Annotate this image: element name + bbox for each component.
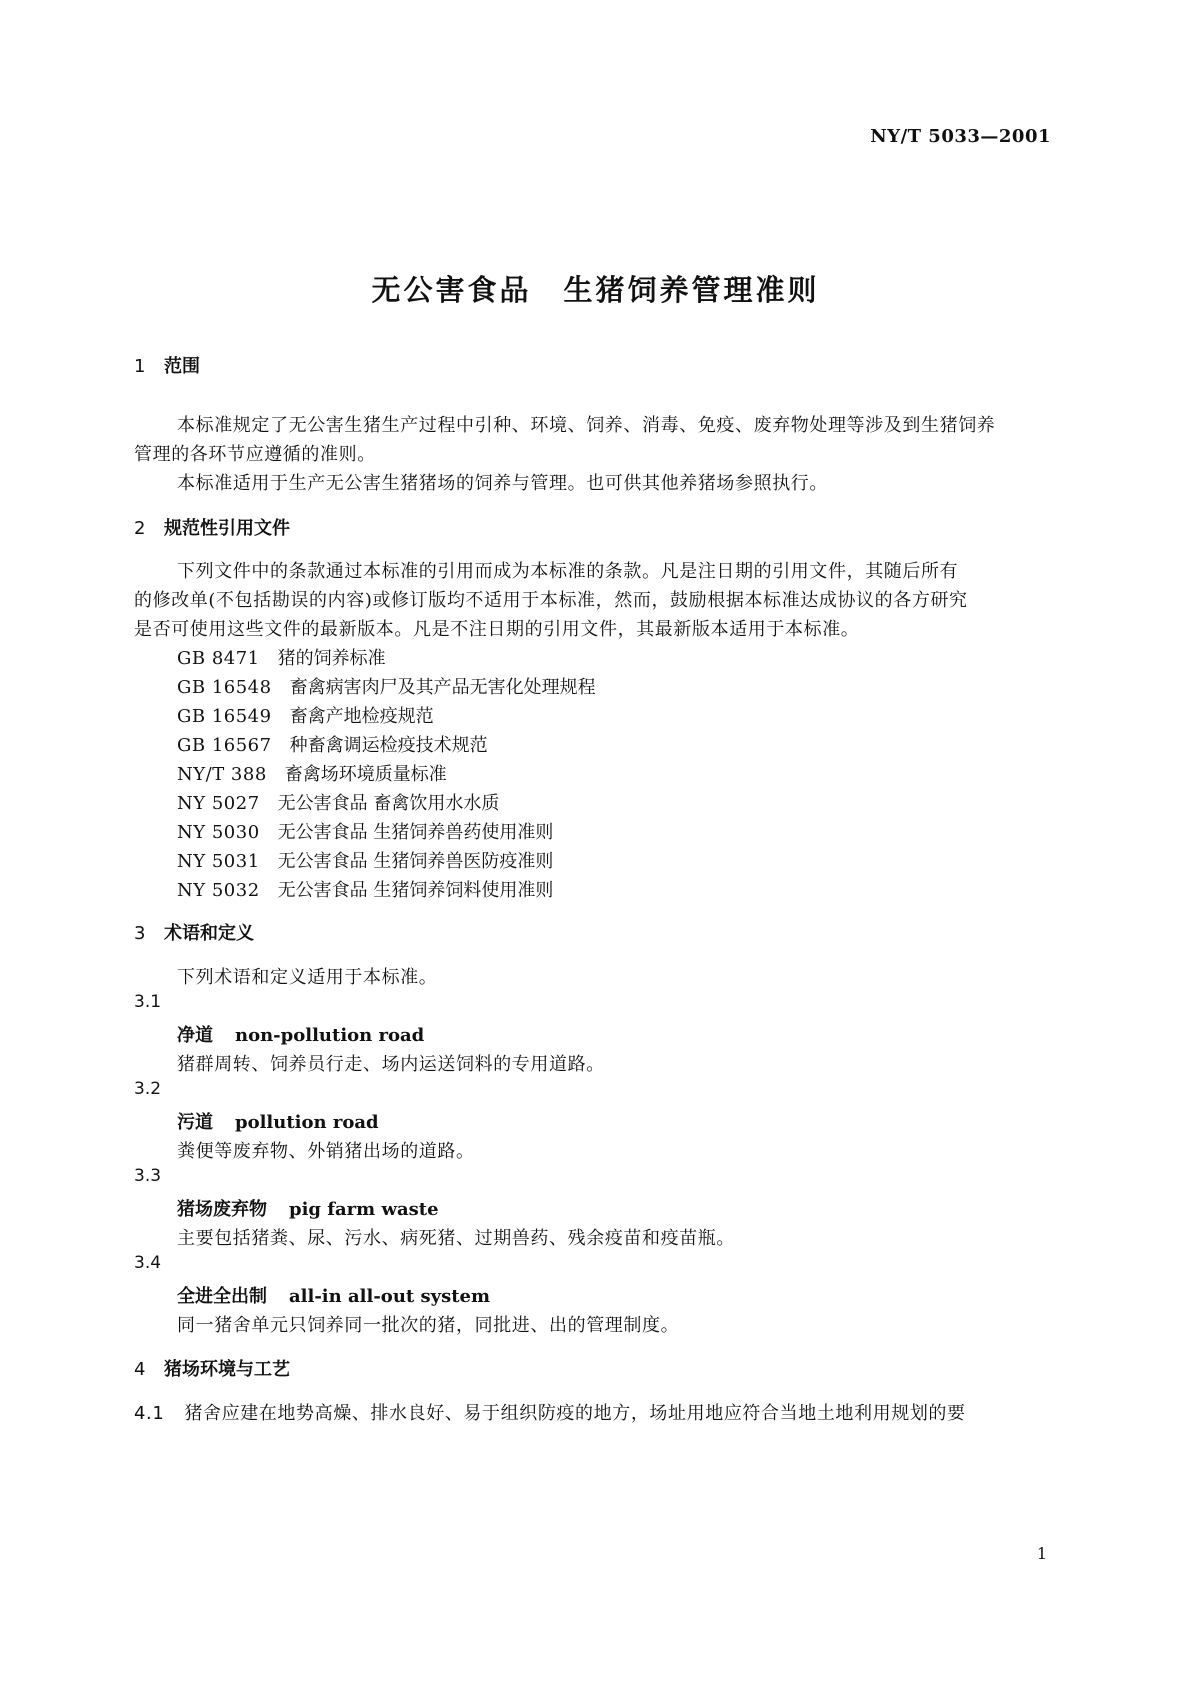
reference-title: 无公害食品 生猪饲养兽医防疫准则 bbox=[277, 851, 554, 872]
section-number: 2 bbox=[134, 518, 146, 539]
section-title: 范围 bbox=[164, 356, 200, 377]
reference-item bbox=[177, 847, 553, 873]
reference-item bbox=[177, 673, 596, 699]
page-number: 1 bbox=[1036, 1544, 1047, 1563]
paragraph-line: 下列文件中的条款通过本标准的引用而成为本标准的条款。凡是注日期的引用文件，其随后所有 bbox=[177, 561, 959, 582]
term-definition: 主要包括猪粪、尿、污水、病死猪、过期兽药、残余疫苗和疫苗瓶。 bbox=[177, 1228, 735, 1249]
reference-title: 无公害食品 畜禽饮用水水质 bbox=[277, 793, 500, 814]
section-4-heading bbox=[134, 1355, 290, 1381]
clause-text: 猪舍应建在地势高燥、排水良好、易于组织防疫的地方，场址用地应符合当地土地利用规划的要 bbox=[184, 1403, 966, 1424]
paragraph-line: 本标准规定了无公害生猪生产过程中引种、环境、饲养、消毒、免疫、废弃物处理等涉及到生猪饲养 bbox=[177, 415, 996, 436]
term-heading bbox=[177, 1108, 379, 1134]
term-definition: 猪群周转、饲养员行走、场内运送饲料的专用道路。 bbox=[177, 1054, 605, 1075]
term-heading bbox=[177, 1282, 490, 1308]
reference-code: NY 5030 bbox=[177, 822, 260, 843]
paragraph-line: 的修改单(不包括勘误的内容)或修订版均不适用于本标准，然而，鼓励根据本标准达成协议的各方研究 bbox=[134, 590, 968, 611]
reference-title: 猪的饲养标准 bbox=[277, 648, 386, 669]
reference-item bbox=[177, 644, 386, 670]
section-title: 术语和定义 bbox=[164, 923, 254, 944]
reference-item bbox=[177, 731, 488, 757]
reference-code: NY 5032 bbox=[177, 880, 260, 901]
reference-item bbox=[177, 702, 434, 728]
reference-code: GB 16567 bbox=[177, 735, 272, 756]
section-2-heading bbox=[134, 514, 290, 540]
term-definition: 粪便等废弃物、外销猪出场的道路。 bbox=[177, 1141, 475, 1162]
term-heading bbox=[177, 1195, 439, 1221]
term-number: 3.4 bbox=[134, 1253, 162, 1273]
term-definition: 同一猪舍单元只饲养同一批次的猪，同批进、出的管理制度。 bbox=[177, 1315, 680, 1336]
term-zh: 全进全出制 bbox=[177, 1286, 267, 1307]
term-en: pollution road bbox=[235, 1112, 379, 1133]
section-number: 3 bbox=[134, 923, 146, 944]
reference-item bbox=[177, 818, 553, 844]
standard-number: NY/T 5033—2001 bbox=[870, 126, 1051, 147]
reference-title: 无公害食品 生猪饲养饲料使用准则 bbox=[277, 880, 554, 901]
reference-code: GB 16548 bbox=[177, 677, 272, 698]
section-title: 规范性引用文件 bbox=[164, 518, 290, 539]
term-en: pig farm waste bbox=[289, 1199, 439, 1220]
term-en: non-pollution road bbox=[235, 1025, 425, 1046]
paragraph-line: 是否可使用这些文件的最新版本。凡是不注日期的引用文件，其最新版本适用于本标准。 bbox=[134, 619, 860, 640]
reference-code: NY/T 388 bbox=[177, 764, 267, 785]
term-number: 3.2 bbox=[134, 1079, 162, 1099]
paragraph-line: 下列术语和定义适用于本标准。 bbox=[177, 967, 438, 988]
reference-item bbox=[177, 876, 553, 902]
document-title: 无公害食品 生猪饲养管理准则 bbox=[371, 273, 820, 307]
paragraph-line: 本标准适用于生产无公害生猪猪场的饲养与管理。也可供其他养猪场参照执行。 bbox=[177, 473, 828, 494]
term-zh: 猪场废弃物 bbox=[177, 1199, 267, 1220]
reference-title: 畜禽场环境质量标准 bbox=[284, 764, 447, 785]
paragraph-line: 管理的各环节应遵循的准则。 bbox=[134, 444, 376, 465]
term-number: 3.1 bbox=[134, 992, 162, 1012]
reference-code: GB 8471 bbox=[177, 648, 260, 669]
section-number: 1 bbox=[134, 356, 146, 377]
reference-title: 无公害食品 生猪饲养兽药使用准则 bbox=[277, 822, 554, 843]
term-heading bbox=[177, 1021, 424, 1047]
term-zh: 净道 bbox=[177, 1025, 213, 1046]
reference-item bbox=[177, 760, 447, 786]
term-number: 3.3 bbox=[134, 1166, 162, 1186]
section-title: 猪场环境与工艺 bbox=[164, 1359, 290, 1380]
clause-number: 4.1 bbox=[134, 1403, 165, 1424]
section-number: 4 bbox=[134, 1359, 146, 1380]
clause-4-1 bbox=[134, 1399, 966, 1425]
reference-title: 种畜禽调运检疫技术规范 bbox=[289, 735, 488, 756]
reference-title: 畜禽产地检疫规范 bbox=[289, 706, 434, 727]
reference-code: GB 16549 bbox=[177, 706, 272, 727]
reference-code: NY 5031 bbox=[177, 851, 260, 872]
term-zh: 污道 bbox=[177, 1112, 213, 1133]
reference-code: NY 5027 bbox=[177, 793, 260, 814]
section-3-heading bbox=[134, 919, 254, 945]
section-1-heading bbox=[134, 352, 200, 378]
reference-title: 畜禽病害肉尸及其产品无害化处理规程 bbox=[289, 677, 596, 698]
reference-item bbox=[177, 789, 499, 815]
term-en: all-in all-out system bbox=[289, 1286, 491, 1307]
